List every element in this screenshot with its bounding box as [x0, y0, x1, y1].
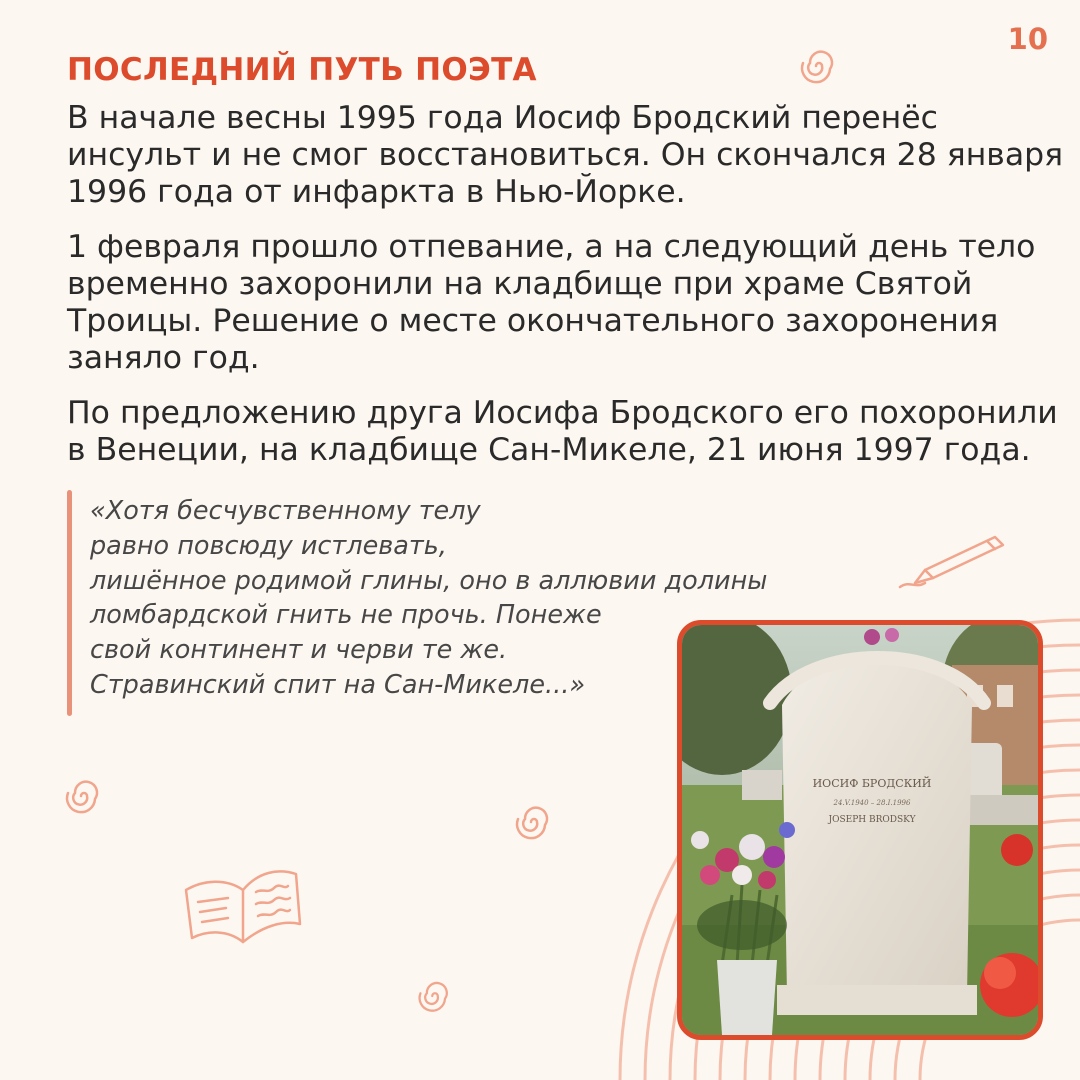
page-title: ПОСЛЕДНИЙ ПУТЬ ПОЭТА — [67, 52, 537, 88]
spiral-icon — [415, 976, 455, 1016]
quote-line: Стравинский спит на Сан-Микеле...» — [90, 669, 586, 700]
paragraph: 1 февраля прошло отпевание, а на следующий день тело временно захоронили на кладбище при храме Святой Троицы. Решение о месте окончательного захоронения заняло год. — [67, 229, 1036, 376]
spiral-icon — [62, 774, 106, 818]
spiral-icon — [512, 800, 556, 844]
body-text — [67, 100, 1067, 487]
page-number: 10 — [1007, 22, 1048, 56]
gravestone-photo — [677, 620, 1043, 1040]
pen-icon — [895, 525, 1015, 595]
quote-line: ломбардской гнить не прочь. Понеже — [90, 600, 602, 631]
paragraph: В начале весны 1995 года Иосиф Бродский перенёс инсульт и не смог восстановиться. Он скончался 28 января 1996 года от инфаркта в Нью-Йорке. — [67, 100, 1064, 210]
quote-line: свой континент и черви те же. — [90, 635, 508, 666]
quote-line: лишённое родимой глины, оно в аллювии долины — [90, 565, 768, 596]
gravestone-illustration — [682, 625, 1038, 1035]
spiral-icon — [797, 44, 841, 88]
gravestone-dates: 24.V.1940 – 28.I.1996 — [833, 799, 911, 807]
gravestone-name-ru: ИОСИФ БРОДСКИЙ — [812, 777, 932, 790]
quote-line: равно повсюду истлевать, — [90, 530, 447, 561]
paragraph: По предложению друга Иосифа Бродского его похоронили в Венеции, на кладбище Сан-Микеле, 21 июня 1997 года. — [67, 395, 1058, 468]
quote-bar — [67, 490, 72, 716]
gravestone-name-en: JOSEPH BRODSKY — [828, 815, 916, 825]
quote-line: «Хотя бесчувственному телу — [90, 496, 481, 526]
poem-quote — [90, 494, 767, 703]
open-book-icon — [178, 860, 308, 950]
